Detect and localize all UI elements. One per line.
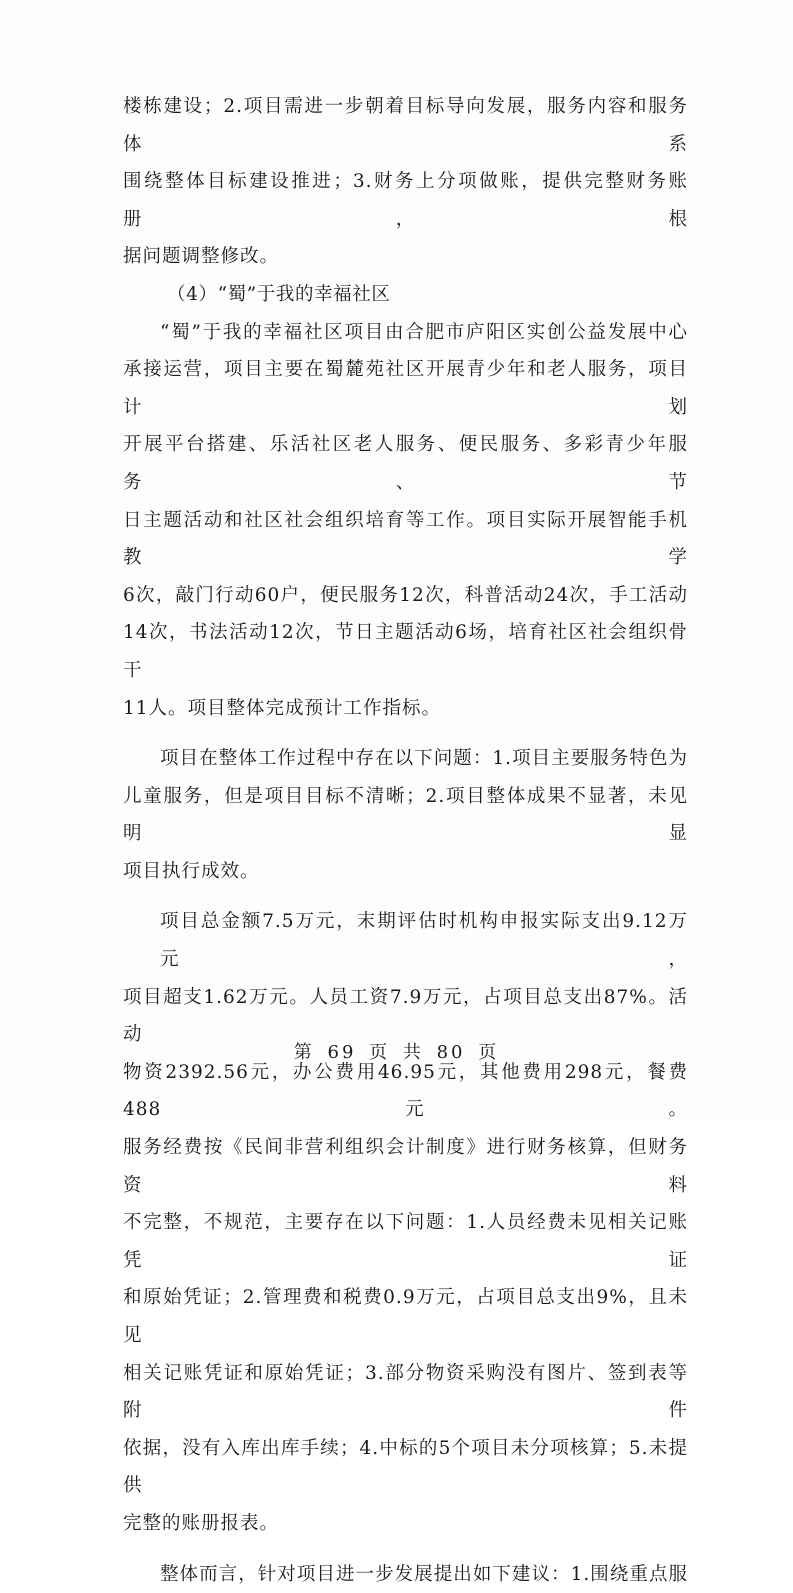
text-line: 儿童服务，但是项目目标不清晰；2.项目整体成果不显著，未见明显: [123, 785, 688, 845]
finance-paragraph: [123, 903, 688, 1542]
text-line: 和原始凭证；2.管理费和税费0.9万元，占项目总支出9%，且未见: [123, 1287, 688, 1346]
text-line: 物资2392.56元，办公费用46.95元，其他费用298元，餐费488元。: [123, 1061, 688, 1121]
text-line: “蜀”于我的幸福社区项目由合肥市庐阳区实创公益发展中心: [160, 321, 688, 343]
page-number-footer: 第 69 页 共 80 页: [293, 1042, 500, 1063]
text-line: 项目执行成效。: [123, 860, 260, 882]
text-line: 服务经费按《民间非营利组织会计制度》进行财务核算，但财务资料: [123, 1137, 688, 1196]
text-line: 据问题调整修改。: [123, 246, 280, 268]
page-body: [123, 88, 688, 1593]
suggestion-paragraph: [123, 1556, 688, 1593]
text-line: 项目超支1.62万元。人员工资7.9万元，占项目总支出87%。活动: [123, 986, 688, 1046]
text-line: 完整的账册报表。: [123, 1512, 280, 1534]
section-heading: （4）“蜀”于我的幸福社区: [167, 283, 391, 305]
continuation-paragraph: [123, 88, 688, 276]
text-line: 整体而言，针对项目进一步发展提出如下建议：1.围绕重点服: [160, 1563, 688, 1585]
text-line: 围绕整体目标建设推进；3.财务上分项做账，提供完整财务账册，根: [123, 171, 688, 230]
text-line: 6次，敲门行动60户，便民服务12次，科普活动24次，手工活动: [123, 584, 688, 606]
text-line: 项目在整体工作过程中存在以下问题：1.项目主要服务特色为: [160, 748, 688, 770]
intro-paragraph: [123, 314, 688, 728]
text-line: 14次，书法活动12次，节日主题活动6场，培育社区社会组织骨干: [123, 622, 688, 681]
text-line: 依据，没有入库出库手续；4.中标的5个项目未分项核算；5.未提供: [123, 1437, 688, 1497]
text-line: 不完整，不规范，主要存在以下问题：1.人员经费未见相关记账凭证: [123, 1212, 688, 1271]
text-line: 11人。项目整体完成预计工作指标。: [123, 697, 442, 719]
text-line: 项目总金额7.5万元，末期评估时机构申报实际支出9.12万元，: [160, 911, 688, 971]
text-line: 楼栋建设；2.项目需进一步朝着目标导向发展，服务内容和服务体系: [123, 96, 688, 155]
text-line: 日主题活动和社区社会组织培育等工作。项目实际开展智能手机教学: [123, 509, 688, 569]
text-line: 开展平台搭建、乐活社区老人服务、便民服务、多彩青少年服务、节: [123, 434, 688, 493]
problems-paragraph: [123, 740, 688, 890]
text-line: 承接运营，项目主要在蜀麓苑社区开展青少年和老人服务，项目计划: [123, 359, 688, 418]
text-line: 相关记账凭证和原始凭证；3.部分物资采购没有图片、签到表等附件: [123, 1362, 688, 1422]
